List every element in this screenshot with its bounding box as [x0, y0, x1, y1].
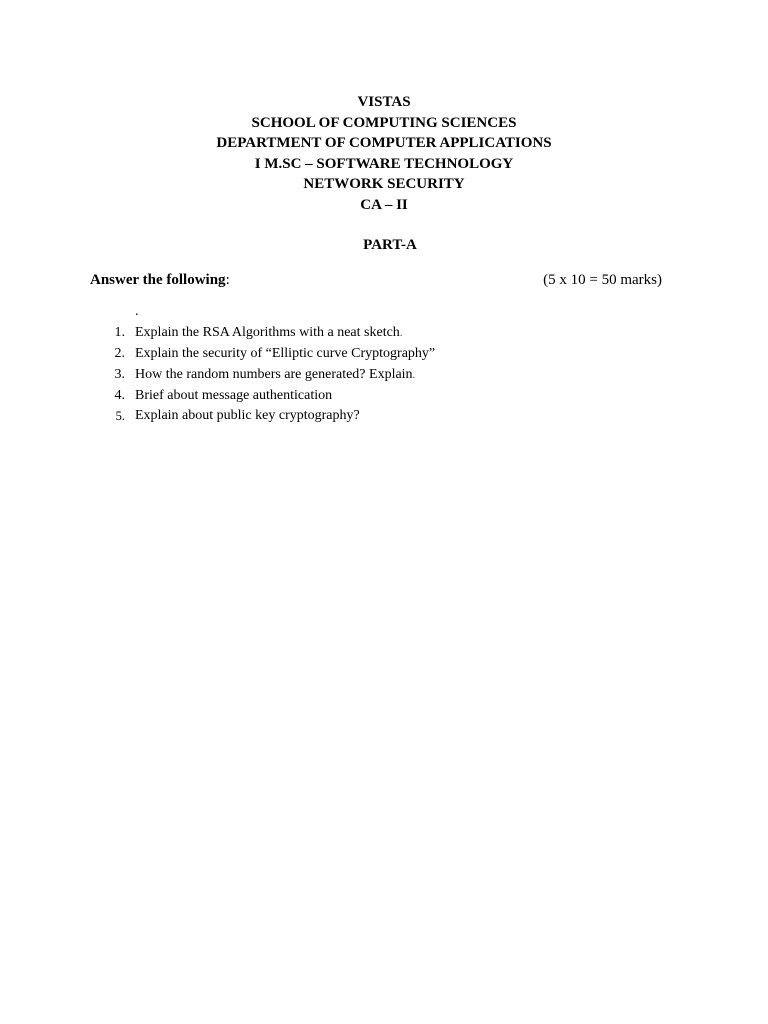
question-number: 5. — [115, 409, 125, 424]
assessment-name: CA – II — [360, 196, 408, 213]
question-list — [104, 323, 435, 426]
section-title: PART-A — [363, 237, 417, 253]
question-number: 4. — [114, 387, 125, 403]
question-text: Explain the RSA Algorithms with a neat sketch — [135, 325, 400, 340]
instruction-text: Answer the following — [90, 272, 226, 288]
question-number: 3. — [114, 366, 125, 382]
school-name: SCHOOL OF COMPUTING SCIENCES — [251, 114, 517, 131]
question-trailing-mark: . — [412, 369, 416, 381]
question-text: How the random numbers are generated? Explain — [135, 366, 413, 382]
question-item — [104, 344, 435, 364]
course-name: I M.SC – SOFTWARE TECHNOLOGY — [254, 155, 514, 172]
subject-name: NETWORK SECURITY — [303, 176, 465, 193]
stray-mark: . — [135, 304, 139, 319]
instruction-row — [90, 270, 662, 290]
department-name: DEPARTMENT OF COMPUTER APPLICATIONS — [216, 135, 552, 152]
question-item — [104, 365, 435, 386]
question-number: 1. — [114, 325, 125, 340]
marks-allocation: (5 x 10 = 50 marks) — [543, 272, 662, 288]
document-header — [0, 92, 768, 216]
question-text: Explain the security of “Elliptic curve Cryptography” — [135, 346, 436, 362]
instruction-label — [90, 270, 230, 290]
question-number: 2. — [114, 346, 125, 362]
question-item — [104, 323, 435, 344]
question-item — [104, 406, 435, 426]
instruction-colon: : — [225, 272, 230, 288]
question-text: Explain about public key cryptography? — [135, 408, 360, 424]
institution-name: VISTAS — [357, 94, 411, 110]
question-item — [104, 386, 435, 406]
question-text: Brief about message authentication — [135, 387, 333, 403]
question-trailing-mark: . — [399, 328, 403, 339]
